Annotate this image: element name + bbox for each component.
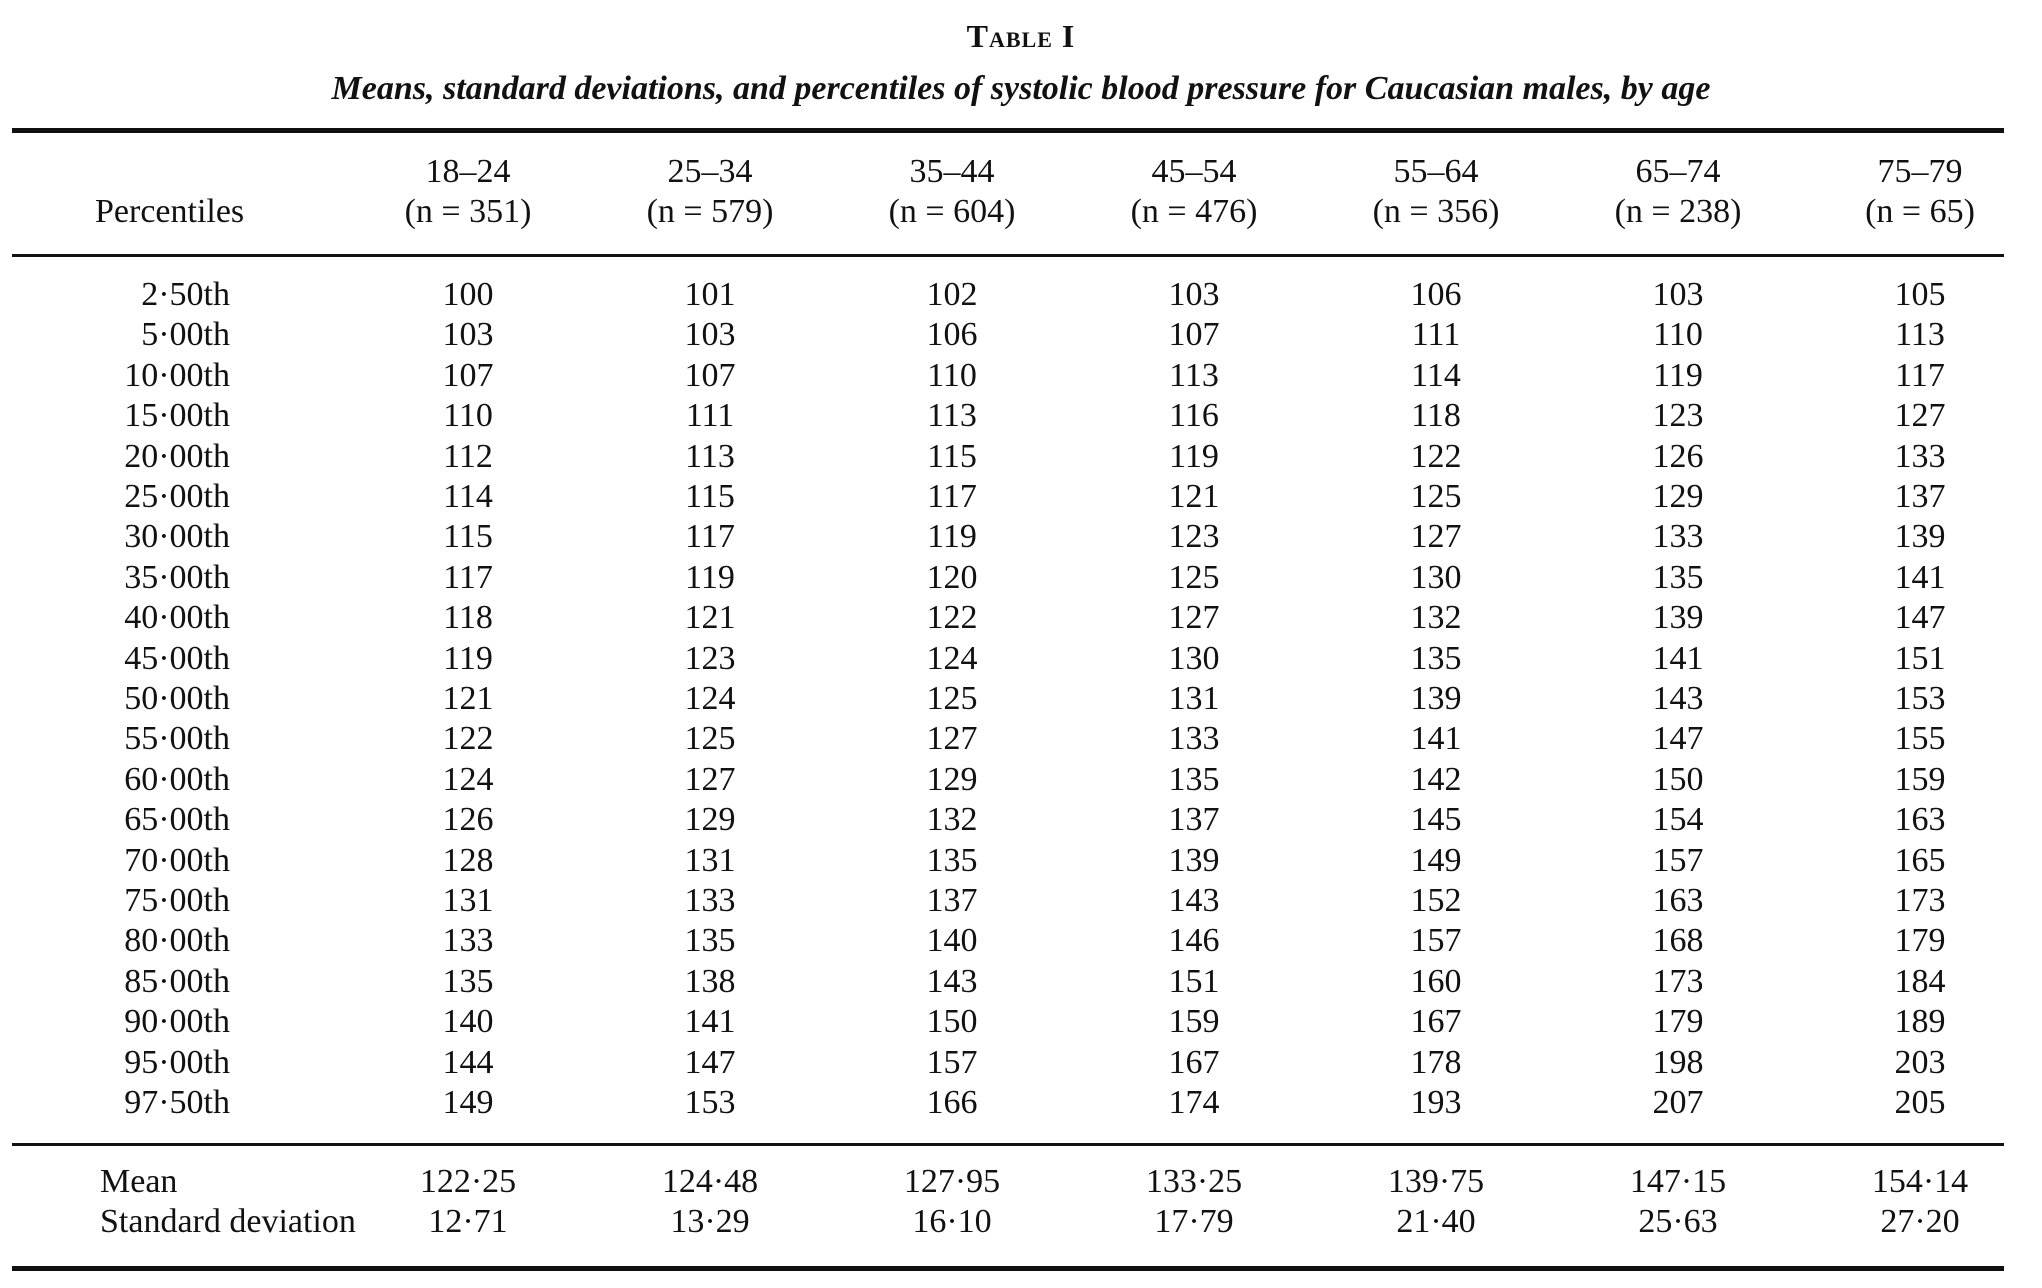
table-cell: 105 [1894, 276, 1946, 313]
table-cell: 141 [1894, 559, 1946, 596]
table-cell: 115 [685, 478, 735, 515]
row-label: 75·00th [124, 882, 230, 919]
summary-cell: 12·71 [428, 1203, 508, 1240]
table-cell: 123 [1168, 518, 1220, 555]
table-cell: 101 [684, 276, 736, 313]
table-cell: 135 [442, 963, 494, 1000]
table-cell: 127 [926, 720, 978, 757]
column-header-age: 25–34 [667, 153, 753, 190]
row-label: 95·00th [124, 1044, 230, 1081]
table-cell: 133 [1168, 720, 1220, 757]
table-cell: 123 [1652, 397, 1704, 434]
table-cell: 159 [1168, 1003, 1220, 1040]
table-cell: 131 [442, 882, 494, 919]
table-cell: 163 [1652, 882, 1704, 919]
table-cell: 184 [1894, 963, 1946, 1000]
table-cell: 103 [442, 316, 494, 353]
table-cell: 125 [1168, 559, 1220, 596]
table-cell: 189 [1894, 1003, 1946, 1040]
table-cell: 139 [1894, 518, 1946, 555]
table-cell: 129 [926, 761, 978, 798]
table-cell: 133 [1652, 518, 1704, 555]
table-cell: 106 [1410, 276, 1462, 313]
table-cell: 113 [927, 397, 977, 434]
summary-cell: 147·15 [1629, 1163, 1727, 1200]
table-cell: 165 [1894, 842, 1946, 879]
table-cell: 133 [442, 922, 494, 959]
table-cell: 107 [684, 357, 736, 394]
row-label: 30·00th [124, 518, 230, 555]
summary-cell: 16·10 [912, 1203, 992, 1240]
column-header-age: 45–54 [1151, 153, 1237, 190]
row-label: 40·00th [124, 599, 230, 636]
table-cell: 131 [684, 842, 736, 879]
table-cell: 122 [1410, 438, 1462, 475]
table-cell: 122 [926, 599, 978, 636]
table-cell: 149 [442, 1084, 494, 1121]
column-header-age: 18–24 [425, 153, 511, 190]
table-cell: 114 [443, 478, 493, 515]
table-cell: 157 [926, 1044, 978, 1081]
table-cell: 147 [684, 1044, 736, 1081]
table-cell: 159 [1894, 761, 1946, 798]
table-cell: 112 [443, 438, 493, 475]
table-cell: 154 [1652, 801, 1704, 838]
summary-cell: 124·48 [661, 1163, 759, 1200]
bottom-rule [12, 1266, 2004, 1271]
table-cell: 113 [1895, 316, 1945, 353]
table-cell: 110 [927, 357, 977, 394]
table-cell: 118 [443, 599, 493, 636]
table-cell: 122 [442, 720, 494, 757]
table-cell: 130 [1410, 559, 1462, 596]
table-cell: 124 [684, 680, 736, 717]
table-cell: 125 [926, 680, 978, 717]
table-cell: 129 [1652, 478, 1704, 515]
row-label: 90·00th [124, 1003, 230, 1040]
row-label: 55·00th [124, 720, 230, 757]
body-rule [12, 1143, 2004, 1146]
header-rule [12, 254, 2004, 257]
table-cell: 132 [926, 801, 978, 838]
table-cell: 114 [1411, 357, 1461, 394]
table-cell: 152 [1410, 882, 1462, 919]
table-cell: 127 [1410, 518, 1462, 555]
table-cell: 147 [1652, 720, 1704, 757]
row-label: 60·00th [124, 761, 230, 798]
table-cell: 140 [926, 922, 978, 959]
table-cell: 132 [1410, 599, 1462, 636]
table-cell: 179 [1894, 922, 1946, 959]
table-cell: 113 [1169, 357, 1219, 394]
table-title: Table I [966, 18, 1076, 54]
table-cell: 119 [1653, 357, 1703, 394]
row-label: 85·00th [124, 963, 230, 1000]
table-cell: 153 [1894, 680, 1946, 717]
table-cell: 149 [1410, 842, 1462, 879]
table-cell: 155 [1894, 720, 1946, 757]
table-cell: 123 [684, 640, 736, 677]
table-cell: 139 [1168, 842, 1220, 879]
table-cell: 125 [1410, 478, 1462, 515]
table-cell: 127 [1168, 599, 1220, 636]
table-cell: 168 [1652, 922, 1704, 959]
table-cell: 111 [685, 397, 735, 434]
table-cell: 135 [1652, 559, 1704, 596]
column-header-n: (n = 356) [1372, 193, 1500, 230]
table-cell: 129 [684, 801, 736, 838]
table-cell: 140 [442, 1003, 494, 1040]
table-cell: 150 [1652, 761, 1704, 798]
table-cell: 102 [926, 276, 978, 313]
header-percentiles-label: Percentiles [95, 193, 245, 230]
table-cell: 110 [1653, 316, 1703, 353]
summary-label: Mean [100, 1163, 178, 1200]
column-header-n: (n = 476) [1130, 193, 1258, 230]
row-label: 50·00th [124, 680, 230, 717]
table-cell: 142 [1410, 761, 1462, 798]
table-cell: 205 [1894, 1084, 1946, 1121]
table-cell: 121 [1168, 478, 1220, 515]
row-label: 45·00th [124, 640, 230, 677]
table-cell: 115 [443, 518, 493, 555]
summary-cell: 127·95 [903, 1163, 1001, 1200]
table-cell: 113 [685, 438, 735, 475]
table-cell: 145 [1410, 801, 1462, 838]
column-header-age: 55–64 [1393, 153, 1479, 190]
table-cell: 133 [1894, 438, 1946, 475]
row-label: 15·00th [124, 397, 230, 434]
table-cell: 151 [1894, 640, 1946, 677]
table-caption: Means, standard deviations, and percentiles of systolic blood pressure for Caucasian males, by age [331, 70, 1711, 107]
row-label: 97·50th [124, 1084, 230, 1121]
table-cell: 124 [442, 761, 494, 798]
table-cell: 137 [926, 882, 978, 919]
table-cell: 119 [443, 640, 493, 677]
table-cell: 151 [1168, 963, 1220, 1000]
table-cell: 144 [442, 1044, 494, 1081]
column-header-age: 75–79 [1877, 153, 1963, 190]
table-cell: 203 [1894, 1044, 1946, 1081]
summary-cell: 122·25 [419, 1163, 517, 1200]
table-cell: 103 [1168, 276, 1220, 313]
table-cell: 115 [927, 438, 977, 475]
table-cell: 117 [927, 478, 977, 515]
summary-label: Standard deviation [100, 1203, 356, 1240]
table-cell: 120 [926, 559, 978, 596]
table-cell: 135 [684, 922, 736, 959]
summary-cell: 139·75 [1387, 1163, 1485, 1200]
table-cell: 167 [1410, 1003, 1462, 1040]
table-cell: 111 [1411, 316, 1461, 353]
table-cell: 119 [685, 559, 735, 596]
table-cell: 160 [1410, 963, 1462, 1000]
table-cell: 174 [1168, 1084, 1220, 1121]
table-cell: 127 [1894, 397, 1946, 434]
table-cell: 163 [1894, 801, 1946, 838]
table-cell: 147 [1894, 599, 1946, 636]
summary-cell: 27·20 [1880, 1203, 1960, 1240]
summary-cell: 133·25 [1145, 1163, 1243, 1200]
table-cell: 130 [1168, 640, 1220, 677]
table-cell: 135 [1168, 761, 1220, 798]
table-cell: 143 [926, 963, 978, 1000]
table-cell: 117 [1895, 357, 1945, 394]
summary-cell: 154·14 [1871, 1163, 1969, 1200]
table-cell: 127 [684, 761, 736, 798]
table-cell: 153 [684, 1084, 736, 1121]
table-cell: 137 [1894, 478, 1946, 515]
table-cell: 126 [1652, 438, 1704, 475]
table-cell: 124 [926, 640, 978, 677]
table-cell: 137 [1168, 801, 1220, 838]
column-header-n: (n = 579) [646, 193, 774, 230]
table-cell: 157 [1410, 922, 1462, 959]
table-cell: 107 [1168, 316, 1220, 353]
table-cell: 117 [685, 518, 735, 555]
table-cell: 141 [1652, 640, 1704, 677]
row-label: 65·00th [124, 801, 230, 838]
table-cell: 117 [443, 559, 493, 596]
table-cell: 141 [1410, 720, 1462, 757]
table-cell: 125 [684, 720, 736, 757]
summary-cell: 17·79 [1154, 1203, 1234, 1240]
table-cell: 141 [684, 1003, 736, 1040]
table-cell: 118 [1411, 397, 1461, 434]
row-label: 80·00th [124, 922, 230, 959]
table-cell: 121 [684, 599, 736, 636]
table-cell: 121 [442, 680, 494, 717]
table-cell: 207 [1652, 1084, 1704, 1121]
table-cell: 139 [1410, 680, 1462, 717]
table-cell: 100 [442, 276, 494, 313]
column-header-n: (n = 351) [404, 193, 532, 230]
row-label: 10·00th [124, 357, 230, 394]
table-cell: 131 [1168, 680, 1220, 717]
table-cell: 119 [927, 518, 977, 555]
table-cell: 135 [926, 842, 978, 879]
row-label: 70·00th [124, 842, 230, 879]
table-cell: 143 [1652, 680, 1704, 717]
row-label: 25·00th [124, 478, 230, 515]
table-cell: 116 [1169, 397, 1219, 434]
table-cell: 107 [442, 357, 494, 394]
table-cell: 179 [1652, 1003, 1704, 1040]
table-cell: 146 [1168, 922, 1220, 959]
table-cell: 143 [1168, 882, 1220, 919]
row-label: 35·00th [124, 559, 230, 596]
table-cell: 119 [1169, 438, 1219, 475]
table-cell: 173 [1894, 882, 1946, 919]
table-cell: 133 [684, 882, 736, 919]
top-rule [12, 128, 2004, 133]
table-cell: 157 [1652, 842, 1704, 879]
table-cell: 193 [1410, 1084, 1462, 1121]
column-header-n: (n = 65) [1865, 193, 1975, 230]
summary-cell: 25·63 [1638, 1203, 1718, 1240]
table-cell: 110 [443, 397, 493, 434]
row-label: 5·00th [141, 316, 230, 353]
column-header-n: (n = 604) [888, 193, 1016, 230]
table-cell: 166 [926, 1084, 978, 1121]
column-header-age: 35–44 [909, 153, 995, 190]
row-label: 2·50th [141, 276, 230, 313]
table-cell: 150 [926, 1003, 978, 1040]
column-header-age: 65–74 [1635, 153, 1721, 190]
table-cell: 178 [1410, 1044, 1462, 1081]
table-cell: 128 [442, 842, 494, 879]
table-cell: 106 [926, 316, 978, 353]
table-cell: 138 [684, 963, 736, 1000]
table-cell: 167 [1168, 1044, 1220, 1081]
table-cell: 135 [1410, 640, 1462, 677]
row-label: 20·00th [124, 438, 230, 475]
table-cell: 198 [1652, 1044, 1704, 1081]
summary-cell: 21·40 [1396, 1203, 1476, 1240]
table-cell: 103 [684, 316, 736, 353]
column-header-n: (n = 238) [1614, 193, 1742, 230]
table-cell: 126 [442, 801, 494, 838]
table-cell: 173 [1652, 963, 1704, 1000]
table-cell: 139 [1652, 599, 1704, 636]
table-cell: 103 [1652, 276, 1704, 313]
summary-cell: 13·29 [670, 1203, 750, 1240]
